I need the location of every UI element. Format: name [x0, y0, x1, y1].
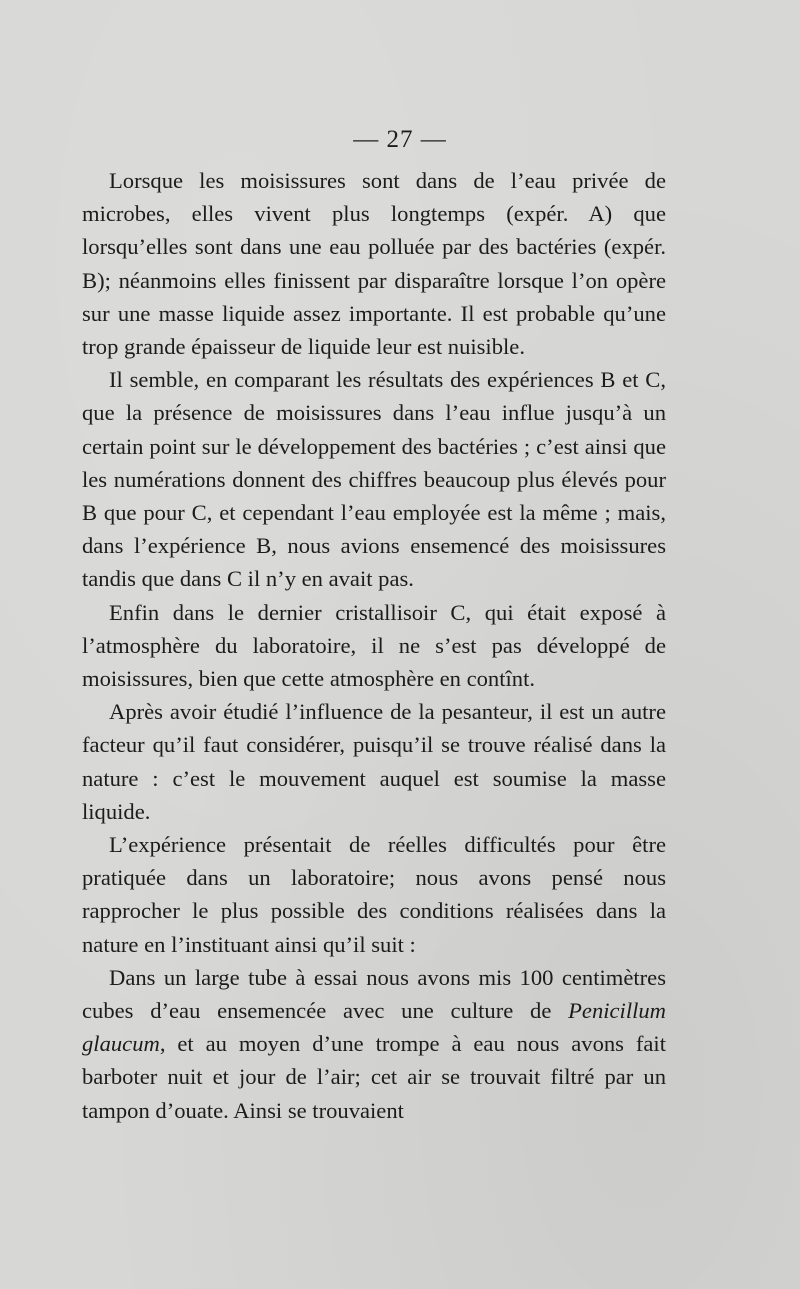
body-text [82, 164, 666, 1127]
paragraph-6-end: , et au moyen d’une trompe à eau nous avons fait barboter nuit et jour de l’air; cet air se trouvait filtré par un tampon d’ouate. Ainsi se trouvaient [82, 1031, 666, 1123]
paragraph-1: Lorsque les moisissures sont dans de l’eau privée de microbes, elles vivent plus longtemps (expér. A) que lorsqu’elles sont dans une eau polluée par des bactéries (expér. B); néanmoins elles finissent par disparaître lorsque l’on opère sur une masse liquide assez importante. Il est probable qu’une trop grande épaisseur de liquide leur est nuisible. [82, 168, 666, 360]
paragraph-2: Il semble, en comparant les résultats des expériences B et C, que la présence de moisissures dans l’eau influe jusqu’à un certain point sur le développement des bactéries ; c’est ainsi que les numérations donnent des chiffres beaucoup plus élevés pour B que pour C, et cependant l’eau employée est la même ; mais, dans l’expérience B, nous avions ensemencé des moisissures tandis que dans C il n’y en avait pas. [82, 367, 666, 592]
paragraph-5: L’expérience présentait de réelles difficultés pour être pratiquée dans un laboratoire; nous avons pensé nous rapprocher le plus possible des conditions réalisées dans la nature en l’instituant ainsi qu’il suit : [82, 832, 666, 957]
page-number: — 27 — [353, 126, 447, 153]
paragraph-4: Après avoir étudié l’influence de la pesanteur, il est un autre facteur qu’il faut considérer, puisqu’il se trouve réalisé dans la nature : c’est le mouvement auquel est soumise la masse liquide. [82, 699, 666, 824]
paragraph-3: Enfin dans le dernier cristallisoir C, qui était exposé à l’atmosphère du laboratoire, il ne s’est pas développé de moisissures, bien que cette atmosphère en contînt. [82, 599, 666, 692]
paragraph-6 [82, 961, 666, 1127]
species-name: Penicillum glaucum [82, 998, 666, 1057]
paragraph-6-start: Dans un large tube à essai nous avons mis 100 centimètres cubes d’eau ensemencée avec une culture de [82, 964, 666, 1024]
